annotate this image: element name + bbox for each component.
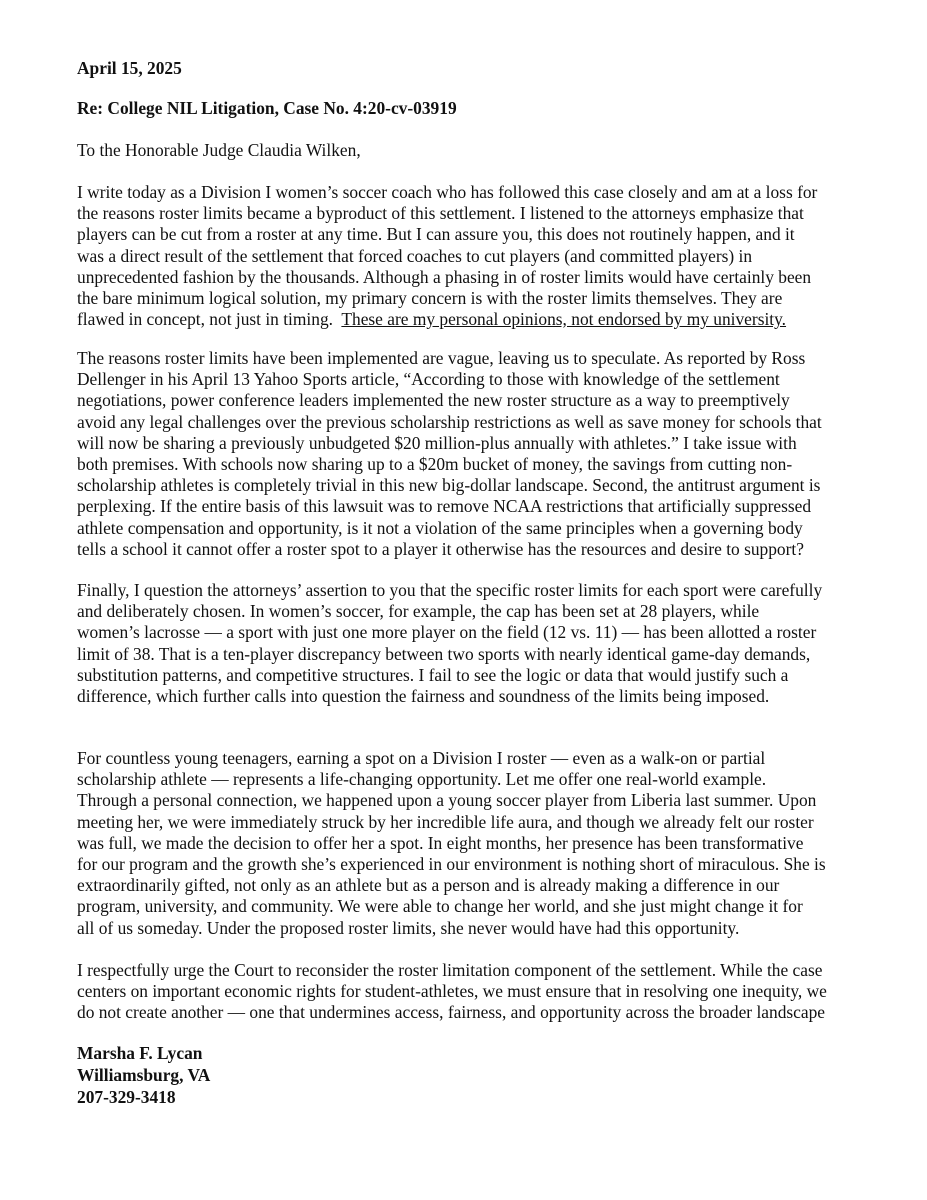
paragraph-line: meeting her, we were immediately struck by her incredible life aura, and though we already felt our roster bbox=[77, 811, 814, 832]
paragraph-4 bbox=[77, 748, 826, 939]
paragraph-line: tells a school it cannot offer a roster spot to a player it otherwise has the resources and desire to support? bbox=[77, 538, 804, 559]
paragraph-line: scholarship athletes is completely trivial in this new big-dollar landscape. Second, the antitrust argument is bbox=[77, 475, 821, 496]
paragraph-1 bbox=[77, 182, 817, 330]
paragraph-line-last bbox=[77, 309, 817, 330]
letter-subject bbox=[77, 98, 457, 119]
date-text: April 15, 2025 bbox=[77, 58, 182, 78]
paragraph-line: and deliberately chosen. In women’s soccer, for example, the cap has been set at 28 players, while bbox=[77, 601, 760, 622]
letter-date bbox=[77, 58, 182, 79]
paragraph-line: Through a personal connection, we happened upon a young soccer player from Liberia last summer. Upon bbox=[77, 790, 817, 811]
salutation-text: To the Honorable Judge Claudia Wilken, bbox=[77, 140, 361, 160]
signature-location: Williamsburg, VA bbox=[77, 1065, 211, 1085]
paragraph-line: Finally, I question the attorneys’ assertion to you that the specific roster limits for each sport were carefully bbox=[77, 580, 823, 600]
paragraph-line: players can be cut from a roster at any time. But I can assure you, this does not routinely happen, and it bbox=[77, 224, 795, 245]
paragraph-line: do not create another — one that undermines access, fairness, and opportunity across the broader landscape bbox=[77, 1002, 826, 1023]
paragraph-line: scholarship athlete — represents a life-changing opportunity. Let me offer one real-world example. bbox=[77, 769, 767, 790]
paragraph-line: negotiations, power conference leaders implemented the new roster structure as a way to preemptively bbox=[77, 390, 790, 411]
letter-salutation bbox=[77, 140, 361, 161]
paragraph-line: difference, which further calls into question the fairness and soundness of the limits being imposed. bbox=[77, 685, 770, 706]
paragraph-line: limit of 38. That is a ten-player discrepancy between two sports with nearly identical game-day demands, bbox=[77, 643, 811, 664]
paragraph-line: I write today as a Division I women’s soccer coach who has followed this case closely and am at a loss for bbox=[77, 182, 818, 202]
paragraph-line: For countless young teenagers, earning a spot on a Division I roster — even as a walk-on or partial bbox=[77, 748, 766, 768]
signature-phone: 207-329-3418 bbox=[77, 1087, 176, 1107]
signature-name: Marsha F. Lycan bbox=[77, 1043, 203, 1063]
paragraph-line: The reasons roster limits have been implemented are vague, leaving us to speculate. As reported by Ross bbox=[77, 348, 806, 368]
paragraph-line: perplexing. If the entire basis of this lawsuit was to remove NCAA restrictions that artificially suppressed bbox=[77, 496, 812, 517]
paragraph-line: program, university, and community. We were able to change her world, and she just might change it for bbox=[77, 896, 803, 917]
paragraph-line: both premises. With schools now sharing up to a $20m bucket of money, the savings from cutting non- bbox=[77, 453, 793, 474]
paragraph-line: for our program and the growth she’s experienced in our environment is nothing short of miraculous. She is bbox=[77, 853, 826, 874]
paragraph-line: was a direct result of the settlement that forced coaches to cut players (and committed players) in bbox=[77, 245, 753, 266]
paragraph-5 bbox=[77, 960, 827, 1024]
paragraph-2 bbox=[77, 348, 822, 560]
paragraph-line: avoid any legal challenges over the previous scholarship restrictions as well as save money for schools that bbox=[77, 411, 822, 432]
paragraph-line: extraordinarily gifted, not only as an athlete but as a person and is already making a difference in our bbox=[77, 875, 780, 896]
subject-text: Re: College NIL Litigation, Case No. 4:20-cv-03919 bbox=[77, 98, 457, 118]
paragraph-line: centers on important economic rights for student-athletes, we must ensure that in resolving one inequity, we bbox=[77, 981, 827, 1002]
paragraph-line: will now be sharing a previously unbudgeted $20 million-plus annually with athletes.” I take issue with bbox=[77, 432, 797, 453]
paragraph-3 bbox=[77, 580, 822, 707]
signature-block bbox=[77, 1042, 210, 1108]
paragraph-line: the reasons roster limits became a byproduct of this settlement. I listened to the attorneys emphasize that bbox=[77, 203, 804, 224]
paragraph-line: substitution patterns, and competitive structures. I fail to see the logic or data that would justify such a bbox=[77, 664, 789, 685]
paragraph-line: women’s lacrosse — a sport with just one more player on the field (12 vs. 11) — has been allotted a roster bbox=[77, 622, 817, 643]
paragraph-line: was full, we made the decision to offer her a spot. In eight months, her presence has been transformative bbox=[77, 832, 804, 853]
paragraph-line: the bare minimum logical solution, my primary concern is with the roster limits themselves. They are bbox=[77, 287, 783, 308]
paragraph-line: I respectfully urge the Court to reconsider the roster limitation component of the settlement. While the case bbox=[77, 960, 823, 980]
disclaimer-text: These are my personal opinions, not endorsed by my university. bbox=[341, 309, 787, 330]
paragraph-text: flawed in concept, not just in timing. bbox=[77, 309, 342, 330]
paragraph-line: Dellenger in his April 13 Yahoo Sports article, “According to those with knowledge of the settlement bbox=[77, 369, 780, 390]
paragraph-line: unprecedented fashion by the thousands. Although a phasing in of roster limits would have certainly been bbox=[77, 266, 812, 287]
paragraph-line: all of us someday. Under the proposed roster limits, she never would have had this opportunity. bbox=[77, 917, 740, 938]
paragraph-line: athlete compensation and opportunity, is it not a violation of the same principles when a governing body bbox=[77, 517, 803, 538]
